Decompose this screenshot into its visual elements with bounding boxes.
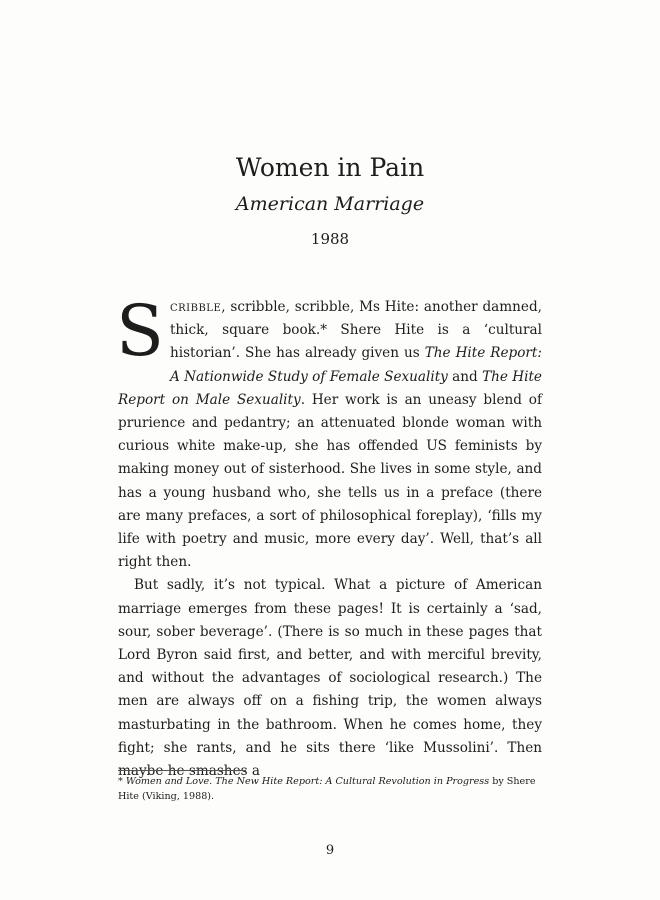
book-title-female: The Hite Report: A Nationwide Study of Female Sexuality (169, 345, 542, 385)
drop-cap: S (116, 290, 164, 372)
footnote-book-title: Women and Love. The New Hite Report: A Cultural Revolution in Progress (125, 776, 490, 787)
opening-smallcaps: cribble (169, 299, 222, 315)
paragraph-1 (116, 290, 542, 574)
chapter-year: 1988 (310, 230, 350, 248)
paragraph-2: But sadly, it’s not typical. What a picture of American marriage emerges from these pages! It is certainly a ‘sad, sour, sober beverage’. (There is so much in these pages that Lord Byron said first, and better, and with merciful brevity, and without the advantages of sociological research.) The men are always off on a fishing trip, the women always masturbating in the bathroom. When he comes home, they fight; she rants, and he sits there ‘like Mussolini’. Then maybe he smashes a (118, 577, 542, 780)
paragraph-1-text-a: , scribble, scribble, Ms Hite: another damned, thick, square book.* Shere Hite is a ‘cultural historian’. She has already given us (169, 299, 542, 362)
chapter-title: Women in Pain (235, 153, 425, 182)
page-number: 9 (325, 843, 335, 858)
chapter-subtitle: American Marriage (235, 193, 425, 215)
body-text (116, 290, 542, 783)
paragraph-1-text-b: and (447, 368, 483, 385)
paragraph-1-text-c: . Her work is an uneasy blend of prurience and pedantry; an attenuated blonde woman with curious white make-up, she has offended US feminists by making money out of sisterhood. She lives in some style, and has a young husband who, she tells us in a preface (there are many prefaces, a sort of philosophical foreplay), ‘fills my life with poetry and music, more every day’. Well, that’s all right then. (118, 391, 542, 571)
footnote-marker: * (118, 776, 126, 787)
footnote-rule (118, 770, 246, 771)
book-title-male: The Hite Report on Male Sexuality (118, 368, 542, 408)
footnote-text: by Shere Hite (Viking, 1988). (118, 776, 536, 802)
footnote (118, 774, 542, 804)
